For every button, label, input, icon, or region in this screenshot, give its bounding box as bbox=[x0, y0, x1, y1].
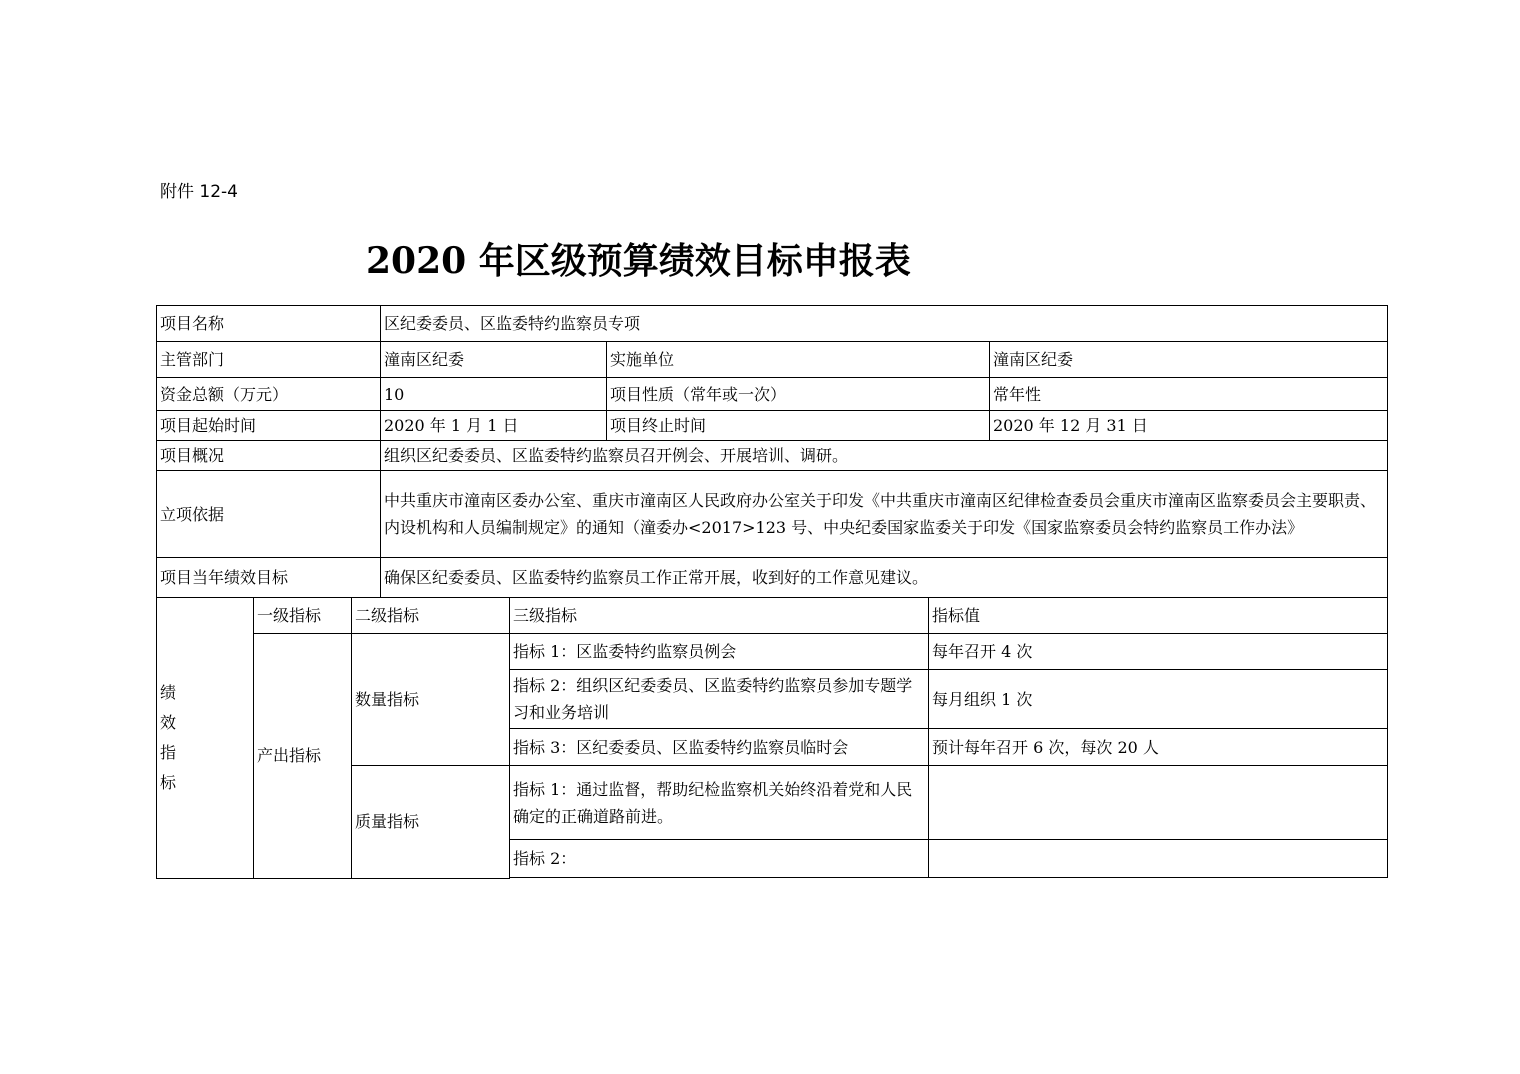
section-char: 标 bbox=[160, 772, 177, 792]
end-value: 2020 年 12 月 31 日 bbox=[990, 411, 1388, 441]
basis-value: 中共重庆市潼南区委办公室、重庆市潼南区人民政府办公室关于印发《中共重庆市潼南区纪律检查委员会重庆市潼南区监察委员会主要职责、内设机构和人员编制规定》的通知（潼委办<2017>123 号、中央纪委国家监委关于印发《国家监察委员会特约监察员工作办法》 bbox=[381, 471, 1388, 558]
row-project-name bbox=[157, 306, 1388, 342]
table-row bbox=[157, 634, 1388, 670]
fund-value: 10 bbox=[381, 378, 607, 411]
nature-value: 常年性 bbox=[990, 378, 1388, 411]
row-department bbox=[157, 342, 1388, 378]
row-period bbox=[157, 411, 1388, 441]
dept-value: 潼南区纪委 bbox=[381, 342, 607, 378]
nature-label: 项目性质（常年或一次） bbox=[607, 378, 990, 411]
header-level3: 三级指标 bbox=[510, 598, 929, 634]
level2-quantity: 数量指标 bbox=[352, 634, 510, 766]
level3-cell: 指标 2：组织区纪委委员、区监委特约监察员参加专题学习和业务培训 bbox=[510, 670, 929, 729]
section-char: 效 bbox=[160, 712, 177, 732]
value-cell bbox=[929, 766, 1388, 840]
value-cell: 预计每年召开 6 次，每次 20 人 bbox=[929, 729, 1388, 766]
row-fund bbox=[157, 378, 1388, 411]
level3-cell: 指标 1：通过监督，帮助纪检监察机关始终沿着党和人民确定的正确道路前进。 bbox=[510, 766, 929, 840]
header-value: 指标值 bbox=[929, 598, 1388, 634]
spacer-cell bbox=[510, 878, 1388, 879]
section-char: 指 bbox=[160, 742, 177, 762]
header-level2: 二级指标 bbox=[352, 598, 510, 634]
project-name-label: 项目名称 bbox=[157, 306, 381, 342]
project-name-value: 区纪委委员、区监委特约监察员专项 bbox=[381, 306, 1388, 342]
fund-label: 资金总额（万元） bbox=[157, 378, 381, 411]
value-cell: 每月组织 1 次 bbox=[929, 670, 1388, 729]
goal-label: 项目当年绩效目标 bbox=[157, 558, 381, 598]
goal-value: 确保区纪委委员、区监委特约监察员工作正常开展，收到好的工作意见建议。 bbox=[381, 558, 1388, 598]
level3-cell: 指标 2： bbox=[510, 840, 929, 878]
level3-cell: 指标 1：区监委特约监察员例会 bbox=[510, 634, 929, 670]
value-cell bbox=[929, 840, 1388, 878]
indicator-section-label bbox=[157, 598, 254, 879]
overview-label: 项目概况 bbox=[157, 441, 381, 471]
indicator-header-row bbox=[157, 598, 1388, 634]
dept-label: 主管部门 bbox=[157, 342, 381, 378]
row-goal bbox=[157, 558, 1388, 598]
value-cell: 每年召开 4 次 bbox=[929, 634, 1388, 670]
end-label: 项目终止时间 bbox=[607, 411, 990, 441]
attachment-label: 附件 12-4 bbox=[160, 182, 238, 202]
start-label: 项目起始时间 bbox=[157, 411, 381, 441]
level1-output: 产出指标 bbox=[254, 634, 352, 879]
row-overview bbox=[157, 441, 1388, 471]
row-basis bbox=[157, 471, 1388, 558]
start-value: 2020 年 1 月 1 日 bbox=[381, 411, 607, 441]
level2-quality: 质量指标 bbox=[352, 766, 510, 879]
level3-cell: 指标 3：区纪委委员、区监委特约监察员临时会 bbox=[510, 729, 929, 766]
impl-value: 潼南区纪委 bbox=[990, 342, 1388, 378]
budget-form-table bbox=[156, 305, 1388, 879]
overview-value: 组织区纪委委员、区监委特约监察员召开例会、开展培训、调研。 bbox=[381, 441, 1388, 471]
impl-label: 实施单位 bbox=[607, 342, 990, 378]
page-title: 2020 年区级预算绩效目标申报表 bbox=[366, 240, 911, 282]
basis-label: 立项依据 bbox=[157, 471, 381, 558]
section-char: 绩 bbox=[160, 682, 177, 702]
header-level1: 一级指标 bbox=[254, 598, 352, 634]
